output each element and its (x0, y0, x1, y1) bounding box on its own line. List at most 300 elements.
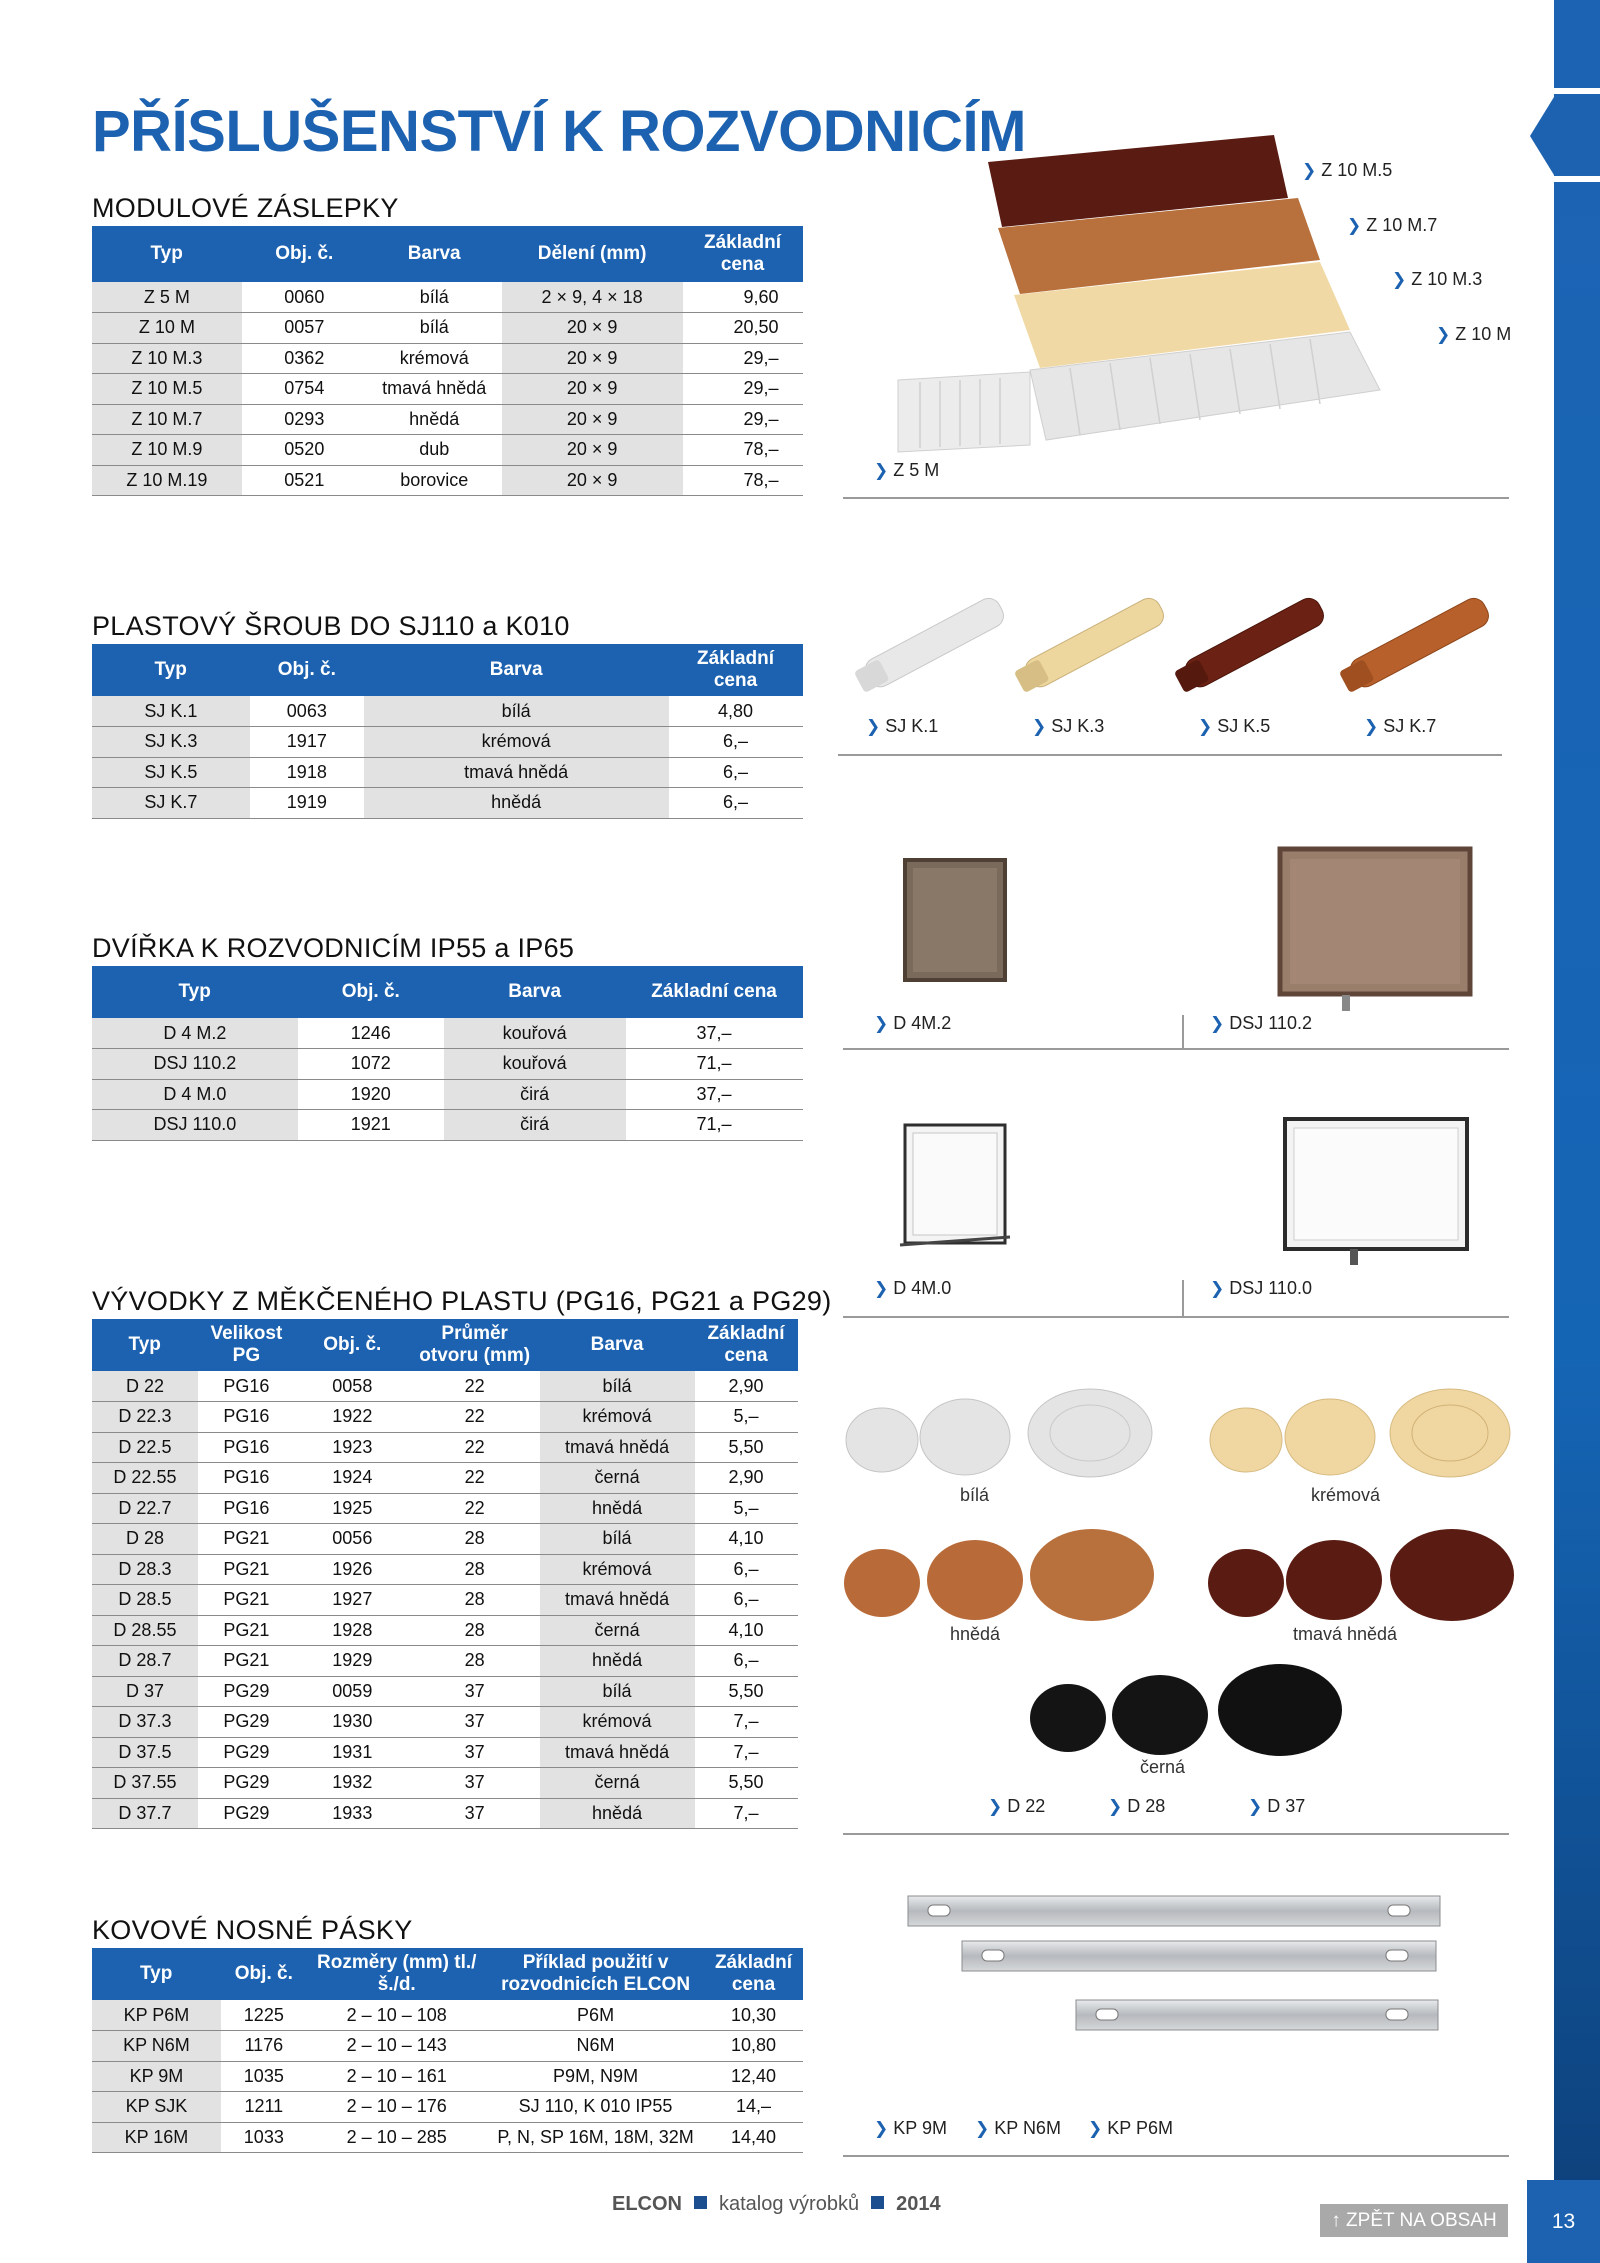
table-cell: čirá (444, 1110, 626, 1141)
table-cell: 1932 (295, 1768, 410, 1799)
table-cell: Z 5 M (92, 282, 242, 313)
table-cell: 10,80 (704, 2031, 802, 2062)
table-cell: 6,– (695, 1585, 798, 1616)
table-cell: 37 (410, 1707, 540, 1738)
table-cell: 5,50 (695, 1676, 798, 1707)
divider (843, 1833, 1509, 1835)
table-cell: 6,– (695, 1646, 798, 1677)
table-cell: 37 (410, 1676, 540, 1707)
table-cell: bílá (540, 1524, 695, 1555)
table-cell: SJ K.5 (92, 757, 250, 788)
product-label: ❯ D 28 (1108, 1796, 1166, 1816)
table-cell: 2 – 10 – 285 (307, 2122, 487, 2153)
table-cell: PG29 (198, 1707, 295, 1738)
chevron-right-icon: ❯ (1088, 2119, 1103, 2138)
col-header: Typ (92, 1948, 221, 2000)
product-label: ❯ Z 5 M (874, 460, 940, 480)
page-number: 13 (1527, 2180, 1600, 2263)
table-cell: 5,50 (695, 1768, 798, 1799)
table-cell: 37 (410, 1768, 540, 1799)
table-cell: PG21 (198, 1615, 295, 1646)
table-cell: tmavá hnědá (540, 1585, 695, 1616)
product-label: ❯ DSJ 110.0 (1210, 1278, 1312, 1298)
chevron-right-icon: ❯ (1436, 325, 1451, 344)
edge-divider (1554, 88, 1600, 94)
table-cell: 1246 (298, 1018, 444, 1049)
table-cell: 0060 (242, 282, 367, 313)
col-header: Základní cena (695, 1319, 798, 1371)
table-cell: 1933 (295, 1798, 410, 1829)
color-label: černá (1140, 1757, 1186, 1777)
product-label: ❯ Z 10 M.3 (1392, 269, 1483, 289)
product-label: ❯ DSJ 110.2 (1210, 1013, 1312, 1033)
chevron-right-icon: ❯ (866, 717, 881, 736)
table-row (92, 1079, 803, 1110)
col-header: Typ (92, 644, 250, 696)
table-cell: 28 (410, 1615, 540, 1646)
table-cell: 1035 (221, 2061, 307, 2092)
table-cell: bílá (364, 696, 669, 727)
table-cell: 20,50 (683, 313, 803, 344)
table-row (92, 1737, 798, 1768)
section-title-vyvodky: VÝVODKY Z MĚKČENÉHO PLASTU (PG16, PG21 a PG29) (92, 1286, 832, 1316)
table-cell: krémová (540, 1554, 695, 1585)
table-sroub (92, 644, 803, 819)
table-cell: D 22.7 (92, 1493, 198, 1524)
chevron-right-icon: ❯ (1248, 1797, 1263, 1816)
table-row (92, 727, 803, 758)
table-row (92, 1110, 803, 1141)
chevron-right-icon: ❯ (874, 1279, 889, 1298)
table-cell: Z 10 M.9 (92, 435, 242, 466)
table-row (92, 465, 803, 496)
divider (1182, 1015, 1184, 1048)
table-zaslepky (92, 226, 803, 496)
table-cell: kouřová (444, 1049, 626, 1080)
table-cell: černá (540, 1768, 695, 1799)
table-cell: SJ 110, K 010 IP55 (487, 2092, 705, 2123)
chevron-right-icon: ❯ (1392, 270, 1407, 289)
table-row (92, 1432, 798, 1463)
product-label: ❯ KP 9M (874, 2118, 947, 2138)
table-cell: 10,30 (704, 2000, 802, 2031)
color-label: krémová (1311, 1485, 1381, 1505)
table-row (92, 1554, 798, 1585)
chevron-right-icon: ❯ (1108, 1797, 1123, 1816)
table-cell: KP 16M (92, 2122, 221, 2153)
table-cell: D 37.5 (92, 1737, 198, 1768)
table-cell: 1929 (295, 1646, 410, 1677)
product-label: ❯ Z 10 M.5 (1302, 160, 1393, 180)
table-row (92, 1463, 798, 1494)
col-header: Základní cena (683, 226, 803, 282)
chevron-right-icon: ❯ (1032, 717, 1047, 736)
col-header: Obj. č. (250, 644, 364, 696)
footer-catalog: katalog výrobků (719, 2193, 860, 2215)
table-cell: 6,– (695, 1554, 798, 1585)
col-header: Základní cena (704, 1948, 802, 2000)
table-row (92, 404, 803, 435)
product-label: ❯ D 4M.0 (874, 1278, 952, 1298)
table-cell: D 28.3 (92, 1554, 198, 1585)
table-cell: 2,90 (695, 1463, 798, 1494)
product-label: ❯ Z 10 M.7 (1347, 215, 1438, 235)
table-cell: 12,40 (704, 2061, 802, 2092)
square-bullet-icon (694, 2196, 707, 2209)
col-header: Obj. č. (221, 1948, 307, 2000)
table-cell: D 22.55 (92, 1463, 198, 1494)
section-title-dvirka: DVÍŘKA K ROZVODNICÍM IP55 a IP65 (92, 933, 575, 963)
table-dvirka (92, 966, 803, 1141)
table-cell: Z 10 M (92, 313, 242, 344)
table-cell: 1033 (221, 2122, 307, 2153)
table-cell: P, N, SP 16M, 18M, 32M (487, 2122, 705, 2153)
table-cell: 2 – 10 – 176 (307, 2092, 487, 2123)
table-cell: P9M, N9M (487, 2061, 705, 2092)
product-label: ❯ D 22 (988, 1796, 1046, 1816)
table-cell: 22 (410, 1493, 540, 1524)
page-edge-bar (1554, 0, 1600, 2263)
table-cell: kouřová (444, 1018, 626, 1049)
doors-smoked-image (880, 835, 1520, 1015)
table-cell: 0293 (242, 404, 367, 435)
table-body (92, 1018, 803, 1140)
table-row (92, 2122, 803, 2153)
chevron-right-icon: ❯ (1364, 717, 1379, 736)
table-cell: D 37 (92, 1676, 198, 1707)
table-cell: 1930 (295, 1707, 410, 1738)
table-cell: 29,– (683, 343, 803, 374)
table-cell: 2 – 10 – 108 (307, 2000, 487, 2031)
col-header: Rozměry (mm) tl./š./d. (307, 1948, 487, 2000)
table-cell: D 4 M.0 (92, 1079, 298, 1110)
table-cell: 22 (410, 1402, 540, 1433)
table-cell: 4,10 (695, 1524, 798, 1555)
table-cell: 28 (410, 1585, 540, 1616)
table-cell: 22 (410, 1432, 540, 1463)
table-cell: 22 (410, 1371, 540, 1402)
table-cell: hnědá (540, 1493, 695, 1524)
table-cell: 29,– (683, 404, 803, 435)
table-cell: 78,– (683, 435, 803, 466)
table-cell: 1927 (295, 1585, 410, 1616)
table-body (92, 2000, 803, 2153)
table-cell: 1176 (221, 2031, 307, 2062)
table-cell: Z 10 M.5 (92, 374, 242, 405)
table-row (92, 1371, 798, 1402)
table-cell: hnědá (540, 1798, 695, 1829)
table-cell: 2 × 9, 4 × 18 (502, 282, 683, 313)
chevron-right-icon: ❯ (874, 461, 889, 480)
table-row (92, 788, 803, 819)
divider (843, 1048, 1509, 1050)
col-header: Průměr otvoru (mm) (410, 1319, 540, 1371)
table-cell: PG16 (198, 1432, 295, 1463)
table-cell: bílá (540, 1371, 695, 1402)
chevron-right-icon: ❯ (1210, 1279, 1225, 1298)
table-cell: DSJ 110.2 (92, 1049, 298, 1080)
table-cell: 0059 (295, 1676, 410, 1707)
col-header: Barva (444, 966, 626, 1018)
table-cell: 1072 (298, 1049, 444, 1080)
table-cell: krémová (540, 1707, 695, 1738)
table-cell: tmavá hnědá (540, 1737, 695, 1768)
product-label: ❯ SJ K.7 (1364, 716, 1437, 736)
table-cell: 6,– (669, 788, 803, 819)
chevron-right-icon: ❯ (975, 2119, 990, 2138)
table-cell: hnědá (364, 788, 669, 819)
grommets-image (840, 1385, 1520, 1785)
table-cell: bílá (540, 1676, 695, 1707)
table-cell: borovice (367, 465, 502, 496)
table-cell: 5,– (695, 1493, 798, 1524)
table-row (92, 1018, 803, 1049)
table-cell: PG21 (198, 1524, 295, 1555)
table-row (92, 1493, 798, 1524)
table-cell: 37 (410, 1798, 540, 1829)
table-cell: tmavá hnědá (364, 757, 669, 788)
table-cell: 71,– (626, 1049, 803, 1080)
table-cell: Z 10 M.7 (92, 404, 242, 435)
col-header: Barva (540, 1319, 695, 1371)
color-label: bílá (960, 1485, 990, 1505)
table-cell: 0056 (295, 1524, 410, 1555)
col-header: Barva (367, 226, 502, 282)
doors-clear-image (880, 1105, 1520, 1265)
table-cell: 7,– (695, 1737, 798, 1768)
back-to-contents-button[interactable]: ↑ ZPĚT NA OBSAH (1320, 2204, 1508, 2237)
table-cell: 78,– (683, 465, 803, 496)
table-cell: PG29 (198, 1737, 295, 1768)
table-cell: PG16 (198, 1493, 295, 1524)
table-cell: D 37.55 (92, 1768, 198, 1799)
table-cell: 37,– (626, 1018, 803, 1049)
table-cell: Z 10 M.19 (92, 465, 242, 496)
table-cell: krémová (367, 343, 502, 374)
table-cell: PG29 (198, 1768, 295, 1799)
table-cell: 4,10 (695, 1615, 798, 1646)
table-cell: černá (540, 1463, 695, 1494)
table-pasky (92, 1948, 803, 2153)
table-row (92, 2031, 803, 2062)
table-row (92, 1049, 803, 1080)
table-cell: bílá (367, 282, 502, 313)
col-header: Příklad použití v rozvodnicích ELCON (487, 1948, 705, 2000)
table-row (92, 282, 803, 313)
page-title: PŘÍSLUŠENSTVÍ K ROZVODNICÍM (92, 99, 1026, 164)
table-row (92, 343, 803, 374)
table-body (92, 282, 803, 496)
table-cell: 0058 (295, 1371, 410, 1402)
chevron-right-icon: ❯ (874, 1014, 889, 1033)
table-cell: 1931 (295, 1737, 410, 1768)
table-cell: D 37.7 (92, 1798, 198, 1829)
divider (1182, 1280, 1184, 1316)
table-cell: 1928 (295, 1615, 410, 1646)
table-cell: 14,– (704, 2092, 802, 2123)
table-cell: 1925 (295, 1493, 410, 1524)
table-cell: 6,– (669, 757, 803, 788)
table-row (92, 1402, 798, 1433)
table-cell: 29,– (683, 374, 803, 405)
table-cell: 1920 (298, 1079, 444, 1110)
table-cell: 20 × 9 (502, 313, 683, 344)
table-cell: 1211 (221, 2092, 307, 2123)
chevron-right-icon: ❯ (874, 2119, 889, 2138)
table-cell: 4,80 (669, 696, 803, 727)
table-cell: 1924 (295, 1463, 410, 1494)
table-body (92, 1371, 798, 1829)
product-label: ❯ Z 10 M (1436, 324, 1512, 344)
table-cell: 22 (410, 1463, 540, 1494)
table-cell: 6,– (669, 727, 803, 758)
chapter-tab-icon (1530, 97, 1600, 175)
product-label: ❯ SJ K.5 (1198, 716, 1271, 736)
table-cell: SJ K.1 (92, 696, 250, 727)
table-cell: 28 (410, 1646, 540, 1677)
section-title-sroub: PLASTOVÝ ŠROUB DO SJ110 a K010 (92, 611, 570, 641)
product-label: ❯ KP P6M (1088, 2118, 1173, 2138)
table-row (92, 1768, 798, 1799)
product-label: ❯ SJ K.1 (866, 716, 939, 736)
table-cell: krémová (540, 1402, 695, 1433)
table-cell: 20 × 9 (502, 435, 683, 466)
table-cell: 1922 (295, 1402, 410, 1433)
table-cell: 28 (410, 1554, 540, 1585)
table-row (92, 1798, 798, 1829)
edge-divider (1554, 176, 1600, 182)
table-row (92, 1524, 798, 1555)
table-row (92, 757, 803, 788)
col-header: Typ (92, 966, 298, 1018)
table-cell: D 22 (92, 1371, 198, 1402)
screws-image (840, 575, 1520, 705)
divider (843, 1316, 1509, 1318)
table-cell: KP 9M (92, 2061, 221, 2092)
table-row (92, 435, 803, 466)
table-cell: černá (540, 1615, 695, 1646)
square-bullet-icon (871, 2196, 884, 2209)
product-label: ❯ D 37 (1248, 1796, 1306, 1816)
table-cell: krémová (364, 727, 669, 758)
table-body (92, 696, 803, 818)
chevron-right-icon: ❯ (1347, 216, 1362, 235)
table-cell: bílá (367, 313, 502, 344)
table-cell: KP SJK (92, 2092, 221, 2123)
table-cell: PG29 (198, 1798, 295, 1829)
table-row (92, 696, 803, 727)
table-row (92, 1585, 798, 1616)
divider (843, 497, 1509, 499)
table-cell: D 37.3 (92, 1707, 198, 1738)
table-cell: DSJ 110.0 (92, 1110, 298, 1141)
metal-strips-image (900, 1890, 1460, 2100)
table-cell: PG21 (198, 1554, 295, 1585)
table-cell: 71,– (626, 1110, 803, 1141)
col-header: Základní cena (669, 644, 803, 696)
table-cell: 7,– (695, 1707, 798, 1738)
table-cell: D 28.7 (92, 1646, 198, 1677)
table-cell: 1926 (295, 1554, 410, 1585)
table-cell: 0063 (250, 696, 364, 727)
table-cell: 2 – 10 – 161 (307, 2061, 487, 2092)
col-header: Typ (92, 226, 242, 282)
table-cell: 0521 (242, 465, 367, 496)
table-row (92, 2061, 803, 2092)
table-cell: 5,50 (695, 1432, 798, 1463)
table-cell: D 28 (92, 1524, 198, 1555)
table-row (92, 1707, 798, 1738)
section-title-pasky: KOVOVÉ NOSNÉ PÁSKY (92, 1915, 413, 1945)
table-cell: čirá (444, 1079, 626, 1110)
table-row (92, 2000, 803, 2031)
table-cell: Z 10 M.3 (92, 343, 242, 374)
col-header: Velikost PG (198, 1319, 295, 1371)
table-cell: 0057 (242, 313, 367, 344)
table-row (92, 1646, 798, 1677)
table-cell: 1923 (295, 1432, 410, 1463)
footer (612, 2193, 941, 2216)
table-cell: 1919 (250, 788, 364, 819)
col-header: Obj. č. (242, 226, 367, 282)
table-cell: D 22.5 (92, 1432, 198, 1463)
table-vyvodky (92, 1319, 798, 1829)
table-cell: PG29 (198, 1676, 295, 1707)
chevron-right-icon: ❯ (1198, 717, 1213, 736)
table-cell: tmavá hnědá (540, 1432, 695, 1463)
footer-year: 2014 (896, 2193, 941, 2215)
table-row (92, 374, 803, 405)
table-cell: D 28.5 (92, 1585, 198, 1616)
table-cell: dub (367, 435, 502, 466)
table-cell: 20 × 9 (502, 404, 683, 435)
table-cell: D 28.55 (92, 1615, 198, 1646)
table-cell: KP P6M (92, 2000, 221, 2031)
table-cell: 1225 (221, 2000, 307, 2031)
table-cell: 2,90 (695, 1371, 798, 1402)
product-label: ❯ D 4M.2 (874, 1013, 952, 1033)
table-row (92, 1615, 798, 1646)
table-cell: tmavá hnědá (367, 374, 502, 405)
col-header: Typ (92, 1319, 198, 1371)
table-cell: 20 × 9 (502, 374, 683, 405)
product-label: ❯ SJ K.3 (1032, 716, 1105, 736)
table-cell: PG16 (198, 1463, 295, 1494)
divider (838, 754, 1502, 756)
divider (843, 2155, 1509, 2157)
table-cell: PG21 (198, 1585, 295, 1616)
table-row (92, 1676, 798, 1707)
color-label: hnědá (950, 1624, 1001, 1644)
table-cell: 37 (410, 1737, 540, 1768)
table-cell: 20 × 9 (502, 465, 683, 496)
footer-brand: ELCON (612, 2193, 682, 2215)
col-header: Obj. č. (298, 966, 444, 1018)
table-cell: 28 (410, 1524, 540, 1555)
table-cell: 9,60 (683, 282, 803, 313)
table-cell: KP N6M (92, 2031, 221, 2062)
product-label: ❯ KP N6M (975, 2118, 1061, 2138)
chevron-right-icon: ❯ (1302, 161, 1317, 180)
chevron-right-icon: ❯ (988, 1797, 1003, 1816)
table-cell: 37,– (626, 1079, 803, 1110)
table-cell: PG16 (198, 1371, 295, 1402)
table-cell: PG21 (198, 1646, 295, 1677)
table-cell: P6M (487, 2000, 705, 2031)
table-cell: 1918 (250, 757, 364, 788)
section-title-zaslepky: MODULOVÉ ZÁSLEPKY (92, 193, 399, 223)
table-cell: 1921 (298, 1110, 444, 1141)
